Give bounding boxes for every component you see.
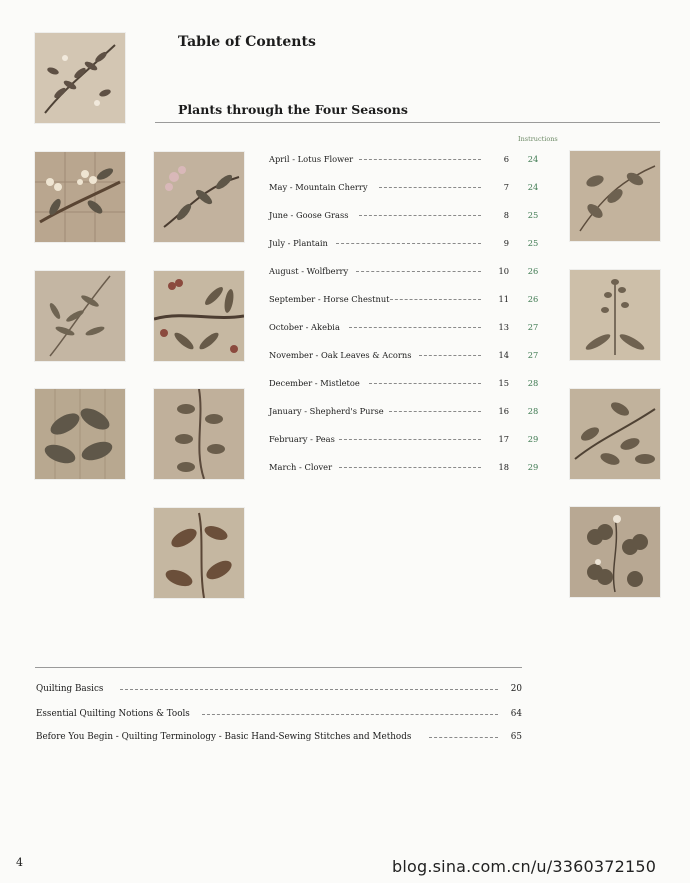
instructions-column-label: Instructions [518,135,558,143]
entry-instructions-page: 29 [527,434,539,444]
entry-instructions-page: 28 [527,406,539,416]
quilt-image-goose-grass [35,271,125,361]
entry-page: 8 [503,210,509,220]
entry-page: 17 [498,434,509,444]
entry-instructions-page: 25 [527,238,539,248]
toc-entry-quilting-basics[interactable] [36,682,522,696]
entry-instructions-page: 27 [527,322,539,332]
toc-entry-april[interactable] [269,152,542,166]
entry-instructions-page: 28 [527,378,539,388]
entry-title: Quilting Basics [36,684,104,694]
entry-title: August - Wolfberry [269,266,349,276]
page-number: 4 [16,856,23,869]
entry-page: 11 [498,294,509,304]
toc-entry-october[interactable] [269,320,542,334]
toc-entry-january[interactable] [269,404,542,418]
quilt-image-horse-chestnut [154,389,244,479]
entry-page: 6 [503,154,509,164]
entry-title: Before You Begin - Quilting Terminology - Basic Hand-Sewing Stitches and Methods [36,732,412,742]
dot-leader [359,215,481,216]
section-divider [155,122,660,123]
entry-page: 64 [510,709,522,719]
dot-leader [369,383,481,384]
entry-title: February - Peas [269,434,335,444]
quilt-image-wolfberry [35,389,125,479]
entry-title: November - Oak Leaves & Acorns [269,350,412,360]
quilt-image-akebia [570,151,660,241]
dot-leader [359,159,481,160]
quilt-image-oak-leaves [154,508,244,598]
toc-entry-july[interactable] [269,236,542,250]
entry-instructions-page: 25 [527,210,539,220]
entry-title: March - Clover [269,462,333,472]
dot-leader [389,411,481,412]
quilt-image-header [35,33,125,123]
toc-entry-june[interactable] [269,208,542,222]
entry-page: 7 [503,182,509,192]
entry-title: December - Mistletoe [269,378,360,388]
quilt-image-shepherds-purse [570,270,660,360]
dot-leader [419,355,481,356]
entry-page: 18 [498,462,509,472]
dot-leader [339,467,481,468]
dot-leader [339,439,481,440]
dot-leader [379,187,481,188]
toc-entry-notions-tools[interactable] [36,707,522,721]
toc-entry-september[interactable] [269,292,542,306]
entry-title: Essential Quilting Notions & Tools [36,709,190,719]
entry-title: September - Horse Chestnut [269,294,390,304]
section-title: Plants through the Four Seasons [178,102,408,117]
entry-page: 65 [510,732,522,742]
entry-instructions-page: 26 [527,294,539,304]
dot-leader [120,689,498,690]
watermark: blog.sina.com.cn/u/3360372150 [392,857,657,876]
dot-leader [349,327,481,328]
entry-page: 15 [498,378,509,388]
entry-page: 20 [510,684,522,694]
dot-leader [202,714,498,715]
toc-entry-before-you-begin[interactable] [36,730,522,744]
entry-title: June - Goose Grass [269,210,349,220]
entry-page: 14 [498,350,509,360]
entry-page: 16 [498,406,509,416]
toc-entry-march[interactable] [269,460,542,474]
dot-leader [356,271,481,272]
entry-title: October - Akebia [269,322,340,332]
dot-leader [336,243,481,244]
entry-page: 13 [498,322,509,332]
entry-instructions-page: 24 [527,154,539,164]
page-title: Table of Contents [178,34,316,50]
quilt-image-clover [570,507,660,597]
entry-instructions-page: 29 [527,462,539,472]
toc-entry-may[interactable] [269,180,542,194]
basics-divider [35,667,522,668]
toc-entry-august[interactable] [269,264,542,278]
entry-page: 9 [503,238,509,248]
quilt-image-plantain [154,271,244,361]
entry-instructions-page: 24 [527,182,539,192]
entry-page: 10 [498,266,509,276]
dot-leader [390,299,481,300]
entry-title: January - Shepherd's Purse [269,406,384,416]
toc-entry-february[interactable] [269,432,542,446]
toc-entry-december[interactable] [269,376,542,390]
quilt-image-mountain-cherry [154,152,244,242]
quilt-image-lotus-flower [35,152,125,242]
entry-instructions-page: 27 [527,350,539,360]
entry-title: April - Lotus Flower [269,154,354,164]
quilt-image-peas [570,389,660,479]
dot-leader [429,737,498,738]
entry-instructions-page: 26 [527,266,539,276]
toc-entry-november[interactable] [269,348,542,362]
entry-title: May - Mountain Cherry [269,182,368,192]
entry-title: July - Plantain [269,238,328,248]
